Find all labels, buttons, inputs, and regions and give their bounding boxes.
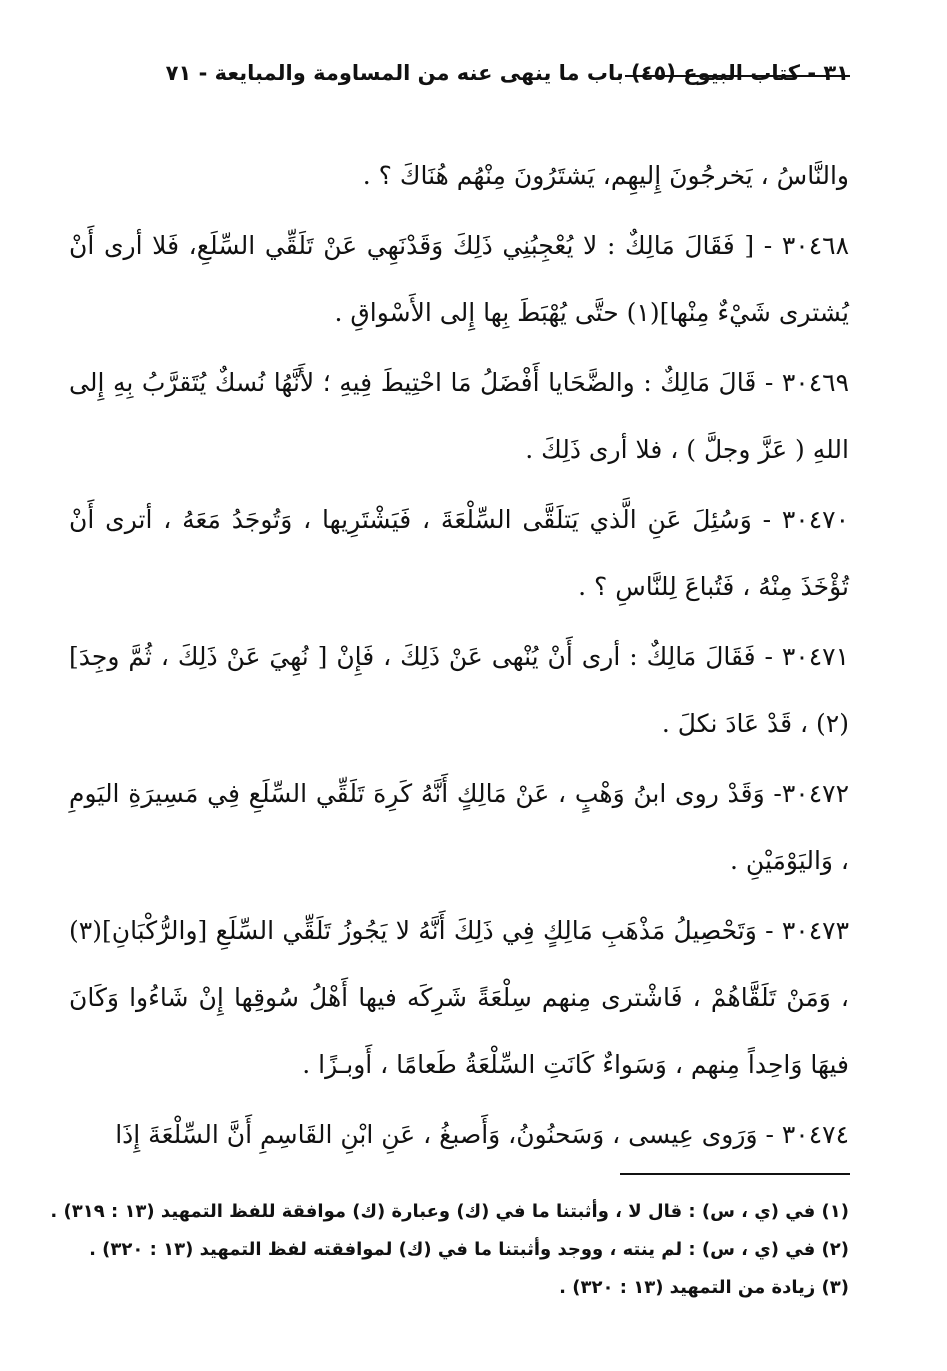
paragraph: ٣٠٤٦٩ - قَالَ مَالِكٌ : والضَّحَايا أَفْضَلُ مَا احْتِيطَ فِيهِ ؛ لأَنَّهُا نُسكٌ يُتَقرَّبُ بِهِ إِلى اللهِ ( عَزَّ وجلَّ ) ، فلا أرى ذَلِكَ . [69,368,849,464]
paragraph: ٣٠٤٧٣ - وَتَحْصِيلُ مَذْهَبِ مَالِكٍ فِي ذَلِكَ أَنَّهُ لا يَجُوزُ تَلَقِّي السِّلَعِ [والرُّكْبَانِ](٣) ، وَمَنْ تَلَقَّاهُمْ ، فَاشْترى مِنهم سِلْعَةً شَرِكَه فيها أَهْلُ سُوقِها إِنْ شَاءُوا وَكَانَ فيهَا وَاحِداً مِنهم ، وَسَواءٌ كَانَتِ السِّلْعَةُ طَعامًا ، أَوبـزًا . [69,916,849,1079]
paragraph: ٣٠٤٧١ - فَقَالَ مَالِكٌ : أرى أَنْ يُنْهى عَنْ ذَلِكَ ، فَإِنْ [ نُهِيَ عَنْ ذَلِكَ ، ثُمَّ وجِدَ](٢) ، قَدْ عَادَ نكلَ . [69,642,849,738]
footnote: (١) في (ي ، س) : قال لا ، وأثبتنا ما في (ك) وعبارة (ك) موافقة للفظ التمهيد (١٣ : ٣١٩) . [50,1201,849,1222]
main-text [69,142,849,1171]
footnotes [50,1193,849,1307]
paragraph: ٣٠٤٧٠ - وَسُئِلَ عَنِ الَّذي يَتلَقَّى السِّلْعَةَ ، فَيَشْتَرِيها ، وَتُوجَدُ مَعَهُ ، أترى أَنْ تُؤْخَذَ مِنْهُ ، فَتُباعَ لِلنَّاسِ ؟ . [69,505,849,601]
paragraph: ٣٠٤٧٤ - وَرَوى عِيسى ، وَسَحنُونُ، وَأَصبغُ ، عَنِ ابْنِ القَاسِمِ أَنَّ السِّلْعَةَ إِذَا [115,1120,849,1149]
footnote-rule [620,1173,850,1175]
paragraph: ٣٠٤٦٨ - [ فَقَالَ مَالِكٌ : لا يُعْجِبُنِي ذَلِكَ وَقَدْنَهِي عَنْ تَلَقِّي السِّلَعِ، فَلا أرى أَنْ يُشترى شَيْءٌ مِنْها](١) حتَّى يُهْبَطَ بِها إِلى الأَسْواقِ . [69,231,849,327]
running-head: ٣١ - كتاب البيوع (٤٥) باب ما ينهى عنه من المساومة والمبايعة - ٧١ [165,61,849,85]
header-rule [625,75,850,77]
footnote: (٣) زيادة من التمهيد (١٣ : ٣٢٠) . [559,1277,849,1298]
paragraph: ٣٠٤٧٢- وَقَدْ روى ابنُ وَهْبٍ ، عَنْ مَالِكٍ أَنَّهُ كَرِهَ تَلَقِّي السِّلَعِ فِي مَسِيرَةِ اليَومِ ، وَاليَوْمَيْنِ . [69,779,849,875]
footnote: (٢) في (ي ، س) : لم ينته ، ووجد وأثبتنا ما في (ك) لموافقته لفظ التمهيد (١٣ : ٣٢٠) . [89,1239,849,1260]
paragraph: والنَّاسُ ، يَخرجُونَ إِليهِم، يَشتَرُونَ مِنْهُم هُنَاكَ ؟ . [362,161,849,190]
